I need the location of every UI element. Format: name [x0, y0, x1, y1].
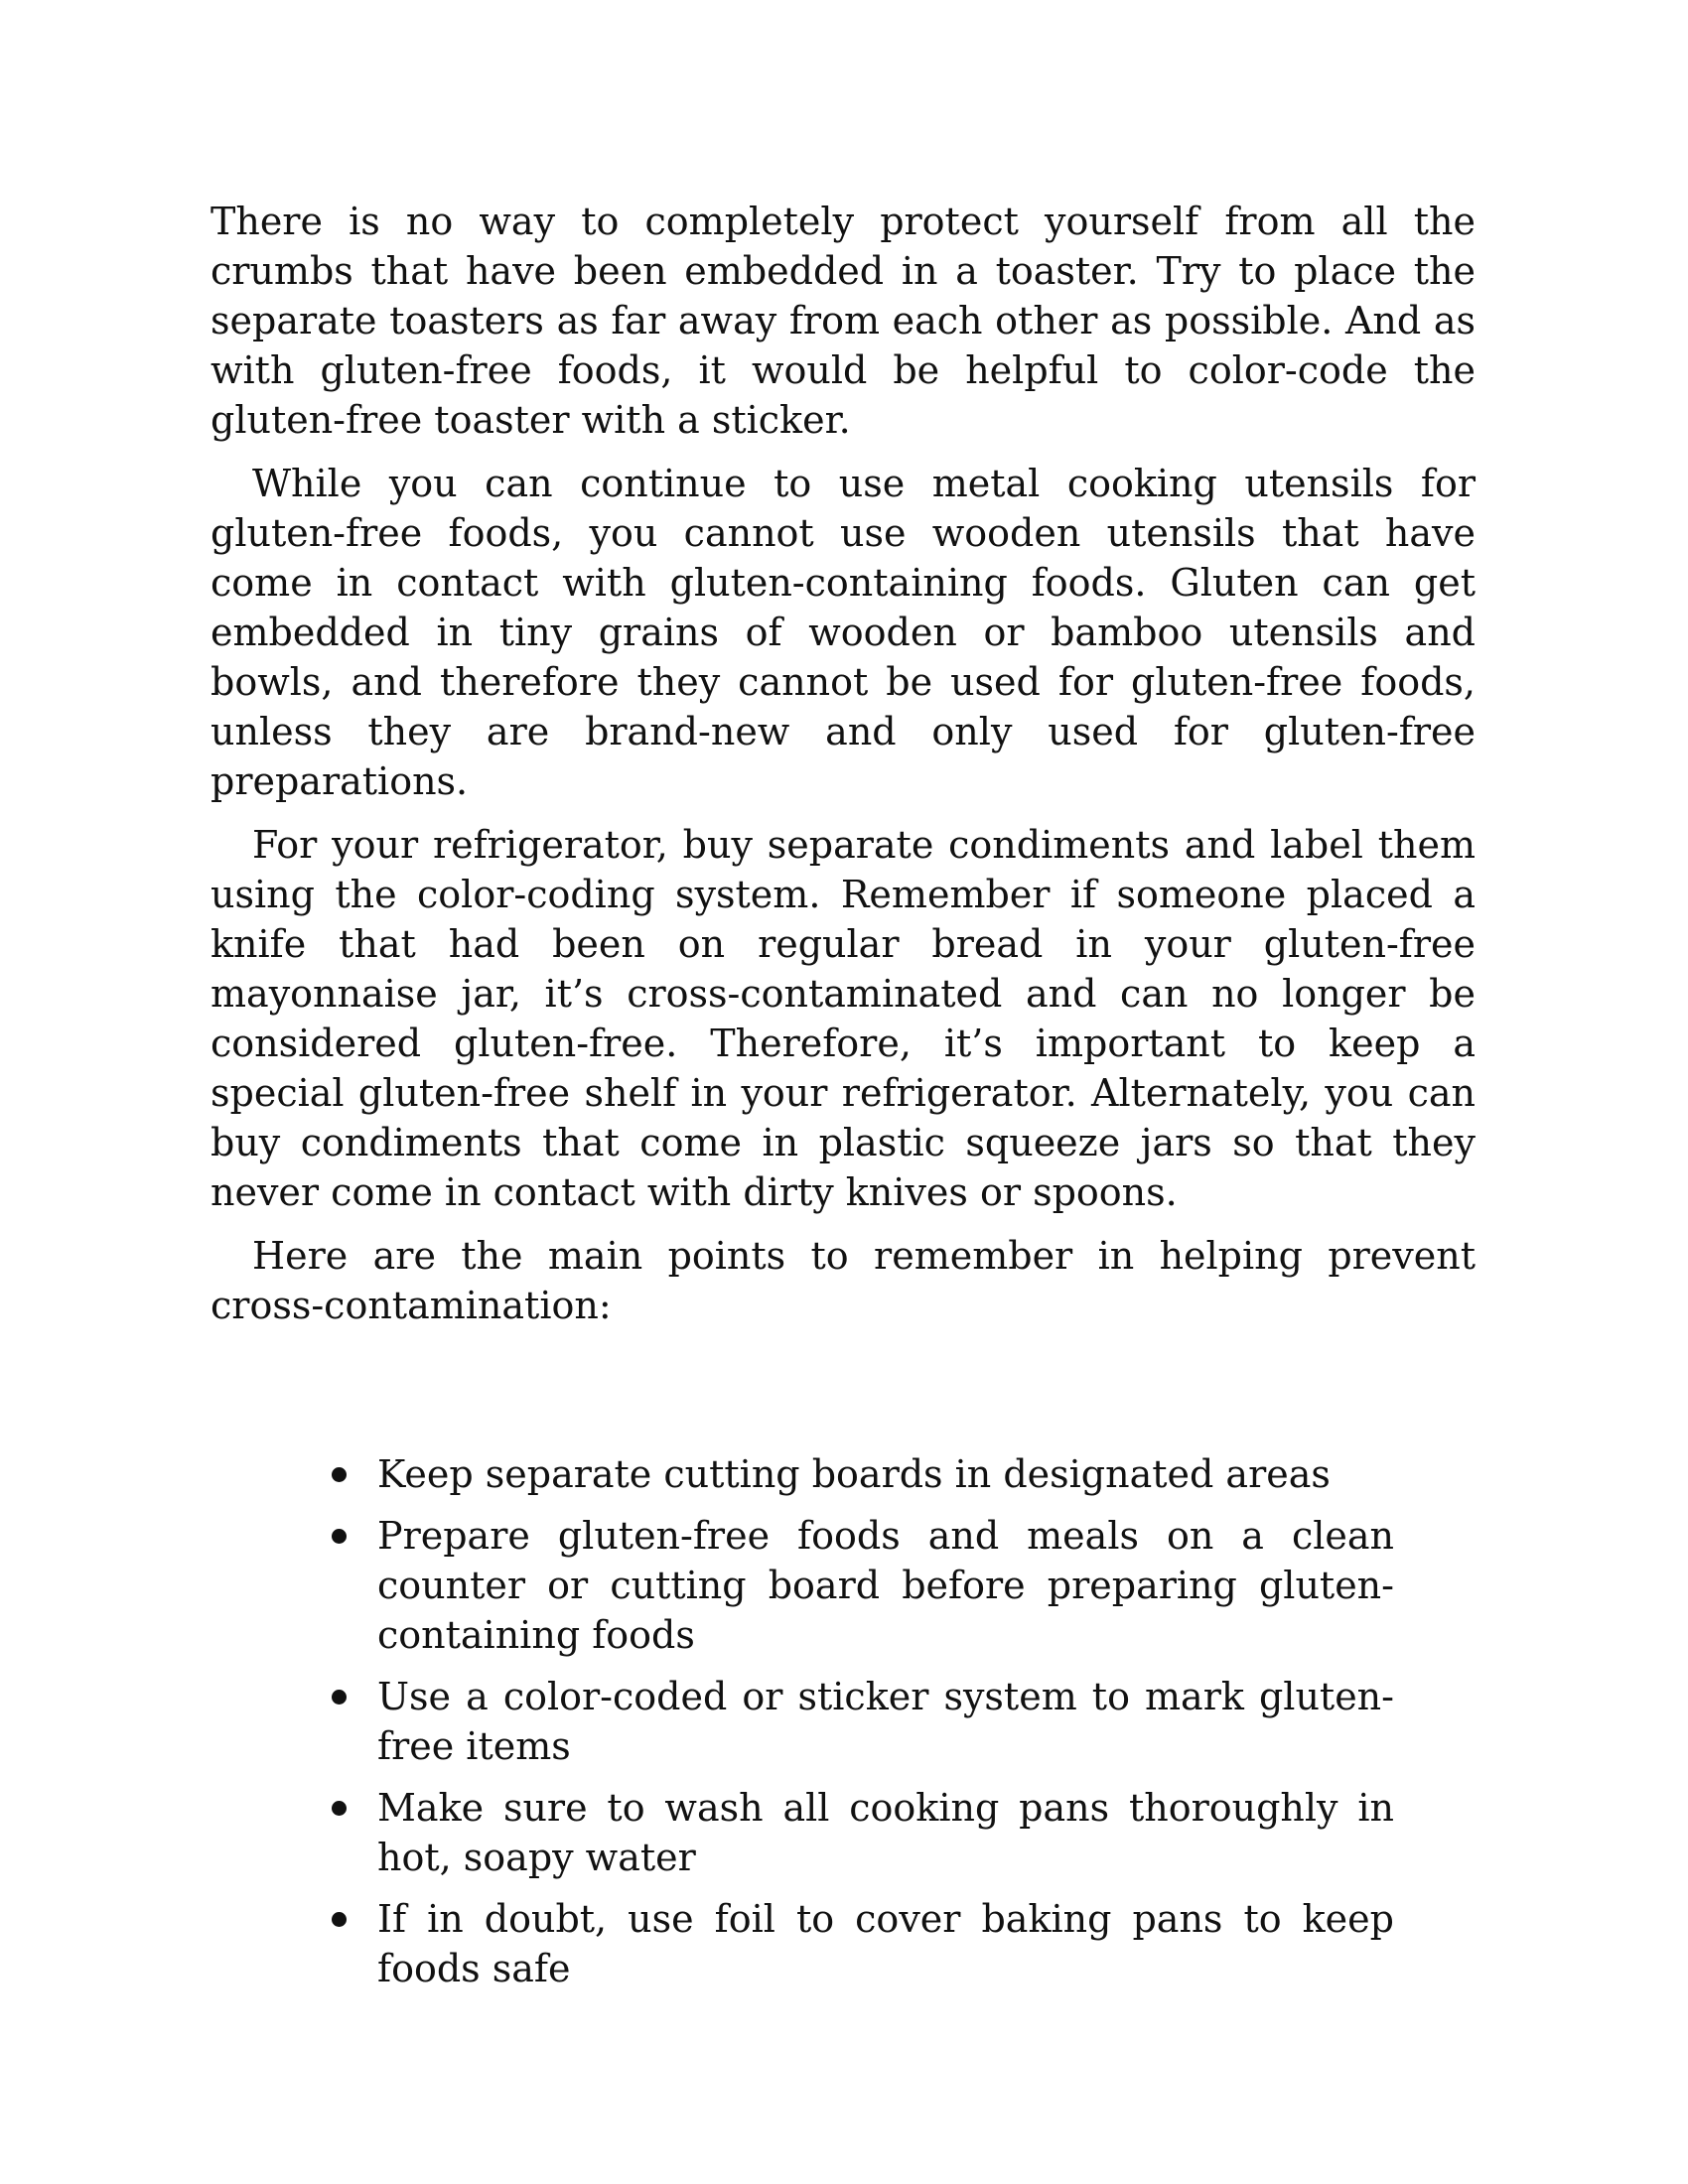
- page-body: [211, 197, 1476, 2005]
- cross-contamination-bullet-list: [332, 1449, 1394, 1993]
- bullet-icon: [332, 1467, 347, 1482]
- bullet-icon: [332, 1529, 347, 1544]
- bullet-icon: [332, 1690, 347, 1705]
- list-item: [332, 1449, 1394, 1499]
- paragraph-main-points-intro: Here are the main points to remember in helping prevent cross-contamination:: [211, 1234, 1476, 1327]
- list-item-text: Prepare gluten-free foods and meals on a clean counter or cutting board before preparing gluten-containing foods: [377, 1514, 1394, 1657]
- paragraph-refrigerator: For your refrigerator, buy separate condiments and label them using the color-coding system. Remember if someone placed a knife that had been on regular bread in your gluten-free mayonnaise jar, it’s cross-contaminated and can no longer be considered gluten-free. Therefore, it’s important to keep a special gluten-free shelf in your refrigerator. Alternately, you can buy condiments that come in plastic squeeze jars so that they never come in contact with dirty knives or spoons.: [211, 823, 1476, 1214]
- list-item: [332, 1511, 1394, 1660]
- bullet-icon: [332, 1801, 347, 1816]
- list-item: [332, 1672, 1394, 1771]
- list-item-text: Keep separate cutting boards in designated areas: [377, 1452, 1331, 1496]
- paragraph-toaster: There is no way to completely protect yourself from all the crumbs that have been embedded in a toaster. Try to place the separate toasters as far away from each other as possible. And as with gluten-free foods, it would be helpful to color-code the gluten-free toaster with a sticker.: [211, 200, 1476, 442]
- list-item-text: Use a color-coded or sticker system to mark gluten-free items: [377, 1675, 1394, 1768]
- list-item-text: Make sure to wash all cooking pans thoroughly in hot, soapy water: [377, 1786, 1394, 1879]
- bullet-icon: [332, 1912, 347, 1927]
- list-item: [332, 1783, 1394, 1882]
- paragraph-utensils: While you can continue to use metal cooking utensils for gluten-free foods, you cannot use wooden utensils that have come in contact with gluten-containing foods. Gluten can get embedded in tiny grains of wooden or bamboo utensils and bowls, and therefore they cannot be used for gluten-free foods, unless they are brand-new and only used for gluten-free preparations.: [211, 462, 1476, 803]
- list-item-text: If in doubt, use foil to cover baking pans to keep foods safe: [377, 1897, 1394, 1990]
- list-item: [332, 1894, 1394, 1993]
